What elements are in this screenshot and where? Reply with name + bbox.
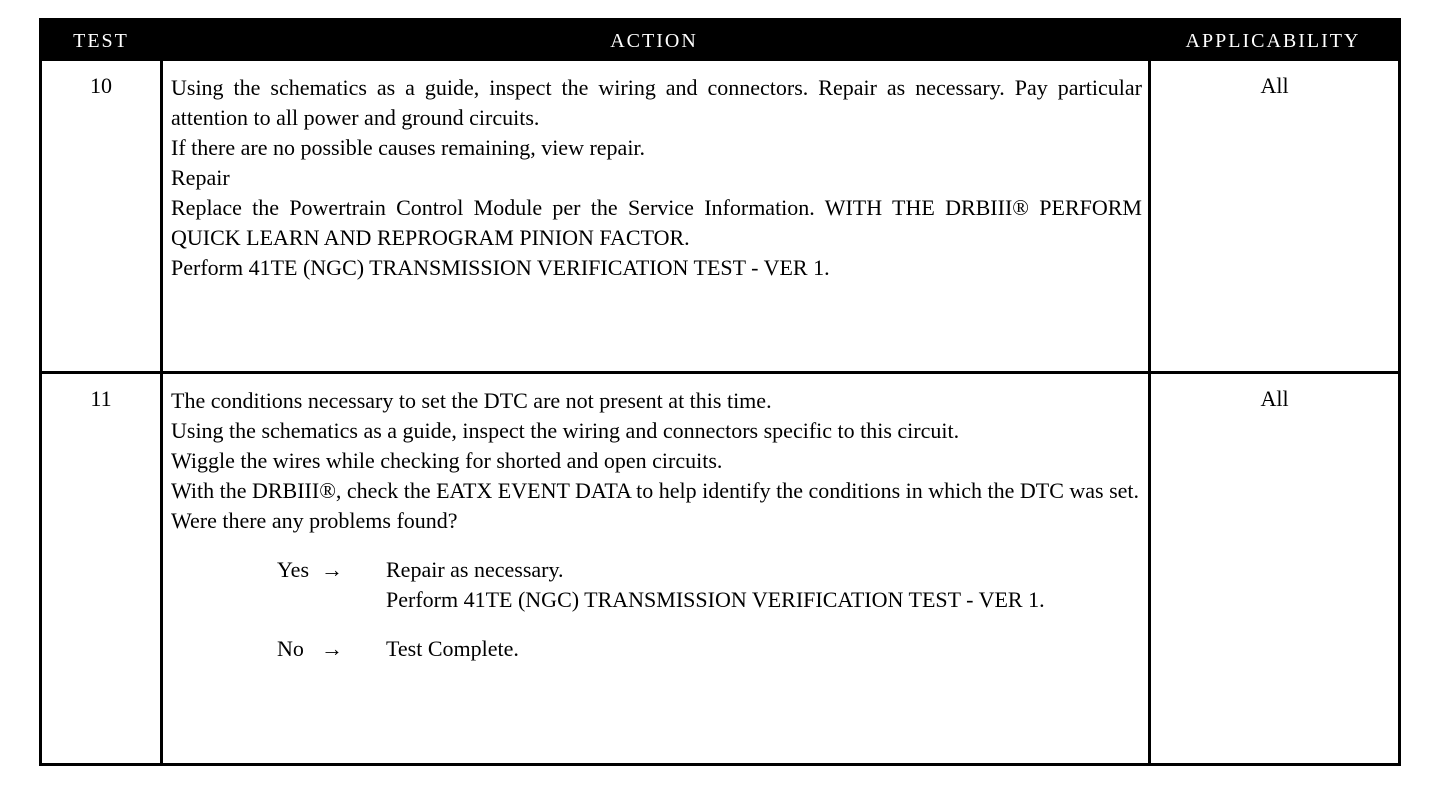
table-header	[42, 21, 1398, 61]
action-text: Using the schematics as a guide, inspect the wiring and connectors. Repair as necessary. Pay particular attention to all power and ground circuits.	[171, 75, 1142, 130]
yes-text: Repair as necessary.	[386, 557, 564, 582]
no-text: Test Complete.	[386, 636, 519, 661]
outcome-no	[171, 634, 1142, 664]
test-number: 10	[90, 73, 112, 98]
header-applicability: APPLICABILITY	[1185, 30, 1361, 52]
yes-text: Perform 41TE (NGC) TRANSMISSION VERIFICATION TEST - VER 1.	[386, 587, 1045, 612]
repair-text: Replace the Powertrain Control Module per the Service Information. WITH THE DRBIII® PERFORM QUICK LEARN AND REPROGRAM PINION FACTOR.	[171, 195, 1142, 250]
action-cell	[171, 73, 1142, 283]
action-text: Using the schematics as a guide, inspect the wiring and connectors specific to this circuit.	[171, 418, 960, 443]
table-row	[42, 61, 1398, 374]
yes-label: Yes	[277, 557, 310, 582]
header-test: TEST	[73, 30, 129, 52]
table-row	[42, 374, 1398, 766]
action-text: With the DRBIII®, check the EATX EVENT DATA to help identify the conditions in which the DTC was set.	[171, 478, 1140, 503]
no-label: No	[277, 636, 304, 661]
outcome-yes	[171, 555, 1142, 615]
action-text: Were there any problems found?	[171, 508, 458, 533]
arrow-icon: →	[321, 636, 343, 661]
action-text: Wiggle the wires while checking for shorted and open circuits.	[171, 448, 723, 473]
applicability-value: All	[1260, 386, 1289, 411]
diagnostic-table	[39, 18, 1401, 766]
repair-label: Repair	[171, 165, 230, 190]
action-text: The conditions necessary to set the DTC are not present at this time.	[171, 388, 772, 413]
header-action: ACTION	[610, 30, 698, 52]
test-number: 11	[90, 386, 112, 411]
action-cell	[171, 386, 1142, 664]
applicability-value: All	[1260, 73, 1289, 98]
repair-text: Perform 41TE (NGC) TRANSMISSION VERIFICATION TEST - VER 1.	[171, 255, 830, 280]
action-text: If there are no possible causes remaining, view repair.	[171, 135, 646, 160]
arrow-icon: →	[321, 557, 343, 582]
